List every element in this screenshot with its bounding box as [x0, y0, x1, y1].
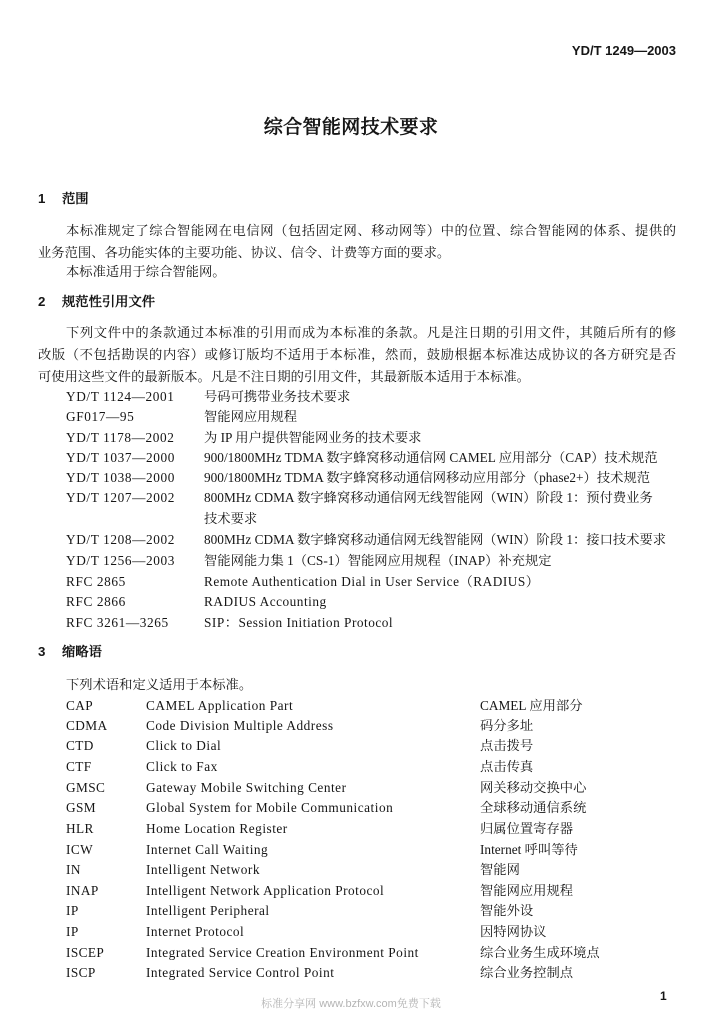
reference-row — [0, 429, 702, 447]
reference-title: Remote Authentication Dial in User Service（RADIUS） — [204, 574, 540, 589]
page-number: 1 — [660, 989, 667, 1003]
abbreviation-term: GMSC — [66, 780, 106, 795]
abbreviation-english: Intelligent Network — [146, 862, 260, 877]
abbreviation-term: CAP — [66, 698, 94, 713]
document-title: 综合智能网技术要求 — [263, 117, 439, 138]
reference-title: 800MHz CDMA 数字蜂窝移动通信网无线智能网（WIN）阶段 1：接口技术要求 — [204, 532, 667, 547]
abbreviation-row — [0, 902, 702, 920]
abbreviation-term: ISCP — [66, 965, 96, 980]
abbreviation-chinese: 智能网 — [480, 862, 520, 877]
abbreviation-row — [0, 841, 702, 859]
section-number: 3 — [38, 644, 46, 659]
abbreviation-row — [0, 820, 702, 838]
reference-title: 为 IP 用户提供智能网业务的技术要求 — [204, 430, 422, 445]
abbreviation-chinese: 点击传真 — [480, 759, 534, 774]
abbreviation-english: Click to Dial — [146, 738, 222, 753]
abbreviation-term: HLR — [66, 821, 94, 836]
abbreviation-row — [0, 758, 702, 776]
reference-title: 号码可携带业务技术要求 — [204, 389, 351, 404]
abbreviation-row — [0, 737, 702, 755]
reference-row — [0, 449, 702, 467]
abbreviation-english: Integrated Service Control Point — [146, 965, 335, 980]
reference-code: YD/T 1208—2002 — [66, 532, 175, 547]
reference-row — [0, 614, 702, 632]
reference-title: 800MHz CDMA 数字蜂窝移动通信网无线智能网（WIN）阶段 1：预付费业务 — [204, 490, 653, 505]
paragraph-line: 下列术语和定义适用于本标准。 — [66, 677, 253, 692]
section-1-heading — [38, 190, 89, 208]
abbreviation-english: Intelligent Peripheral — [146, 903, 270, 918]
abbreviation-row — [0, 697, 702, 715]
reference-code: YD/T 1124—2001 — [66, 389, 175, 404]
reference-row — [0, 573, 702, 591]
section-3-heading — [38, 643, 102, 661]
reference-row — [0, 388, 702, 406]
reference-code: YD/T 1256—2003 — [66, 553, 175, 568]
abbreviation-english: Global System for Mobile Communication — [146, 800, 394, 815]
abbreviation-row — [0, 964, 702, 982]
abbreviation-chinese: 综合业务生成环境点 — [480, 945, 600, 960]
reference-title: RADIUS Accounting — [204, 594, 327, 609]
abbreviation-term: CTD — [66, 738, 94, 753]
abbreviation-english: CAMEL Application Part — [146, 698, 294, 713]
abbreviation-term: IP — [66, 903, 79, 918]
reference-code: RFC 2865 — [66, 574, 126, 589]
reference-code: GF017—95 — [66, 409, 135, 424]
watermark: 标准分享网 www.bzfxw.com免费下载 — [261, 998, 441, 1010]
abbreviation-row — [0, 944, 702, 962]
abbreviation-english: Intelligent Network Application Protocol — [146, 883, 385, 898]
reference-title-continued: 技术要求 — [204, 511, 258, 526]
abbreviation-english: Code Division Multiple Address — [146, 718, 334, 733]
abbreviation-term: INAP — [66, 883, 99, 898]
abbreviation-row — [0, 717, 702, 735]
abbreviation-chinese: Internet 呼叫等待 — [480, 842, 578, 857]
abbreviation-chinese: 全球移动通信系统 — [480, 800, 587, 815]
abbreviation-english: Internet Protocol — [146, 924, 245, 939]
abbreviation-row — [0, 799, 702, 817]
abbreviation-chinese: 智能网应用规程 — [480, 883, 574, 898]
section-number: 1 — [38, 191, 46, 206]
reference-row — [0, 593, 702, 611]
abbreviation-chinese: 点击拨号 — [480, 738, 534, 753]
abbreviation-english: Integrated Service Creation Environment Point — [146, 945, 419, 960]
section-title: 范围 — [62, 191, 89, 206]
reference-code: YD/T 1178—2002 — [66, 430, 175, 445]
reference-code: RFC 2866 — [66, 594, 126, 609]
section-2-heading — [38, 293, 155, 311]
reference-row — [0, 552, 702, 570]
reference-code: YD/T 1037—2000 — [66, 450, 175, 465]
abbreviation-chinese: 综合业务控制点 — [480, 965, 574, 980]
abbreviation-term: GSM — [66, 800, 97, 815]
section-title: 缩略语 — [62, 644, 102, 659]
abbreviation-chinese: CAMEL 应用部分 — [480, 698, 583, 713]
abbreviation-term: CTF — [66, 759, 92, 774]
abbreviation-chinese: 码分多址 — [480, 718, 534, 733]
abbreviation-chinese: 网关移动交换中心 — [480, 780, 587, 795]
abbreviation-term: ISCEP — [66, 945, 105, 960]
abbreviation-term: IN — [66, 862, 81, 877]
abbreviation-chinese: 归属位置寄存器 — [480, 821, 574, 836]
paragraph-line: 本标准规定了综合智能网在电信网（包括固定网、移动网等）中的位置、综合智能网的体系、提供的 — [66, 223, 676, 238]
reference-title: 智能网应用规程 — [204, 409, 298, 424]
abbreviation-term: CDMA — [66, 718, 108, 733]
abbreviation-english: Click to Fax — [146, 759, 218, 774]
abbreviation-term: ICW — [66, 842, 94, 857]
reference-code: YD/T 1207—2002 — [66, 490, 175, 505]
paragraph-line: 可使用这些文件的最新版本。凡是不注日期的引用文件，其最新版本适用于本标准。 — [38, 369, 530, 384]
abbreviation-chinese: 智能外设 — [480, 903, 534, 918]
abbreviation-row — [0, 861, 702, 879]
abbreviation-chinese: 因特网协议 — [480, 924, 547, 939]
paragraph-line: 改版（不包括勘误的内容）或修订版均不适用于本标准，然而，鼓励根据本标准达成协议的各方研究是否 — [38, 347, 676, 362]
reference-row — [0, 489, 702, 507]
abbreviation-english: Gateway Mobile Switching Center — [146, 780, 347, 795]
reference-row — [0, 469, 702, 487]
abbreviation-term: IP — [66, 924, 79, 939]
standard-code: YD/T 1249—2003 — [571, 43, 676, 58]
section-title: 规范性引用文件 — [62, 294, 156, 309]
paragraph-line: 本标准适用于综合智能网。 — [66, 264, 226, 279]
paragraph-line: 业务范围、各功能实体的主要功能、协议、信令、计费等方面的要求。 — [38, 245, 451, 260]
abbreviation-english: Home Location Register — [146, 821, 288, 836]
reference-title: 900/1800MHz TDMA 数字蜂窝移动通信网移动应用部分（phase2+）技术规范 — [204, 470, 651, 485]
abbreviation-row — [0, 923, 702, 941]
abbreviation-row — [0, 779, 702, 797]
reference-title: 智能网能力集 1（CS-1）智能网应用规程（INAP）补充规定 — [204, 553, 552, 568]
reference-title: SIP：Session Initiation Protocol — [204, 615, 394, 630]
reference-code: RFC 3261—3265 — [66, 615, 169, 630]
section-number: 2 — [38, 294, 46, 309]
reference-row — [0, 531, 702, 549]
paragraph-line: 下列文件中的条款通过本标准的引用而成为本标准的条款。凡是注日期的引用文件，其随后所有的修 — [66, 325, 676, 340]
abbreviation-row — [0, 882, 702, 900]
reference-code: YD/T 1038—2000 — [66, 470, 175, 485]
reference-row — [0, 408, 702, 426]
reference-row-continued — [0, 510, 702, 528]
reference-title: 900/1800MHz TDMA 数字蜂窝移动通信网 CAMEL 应用部分（CAP）技术规范 — [204, 450, 658, 465]
abbreviation-english: Internet Call Waiting — [146, 842, 269, 857]
